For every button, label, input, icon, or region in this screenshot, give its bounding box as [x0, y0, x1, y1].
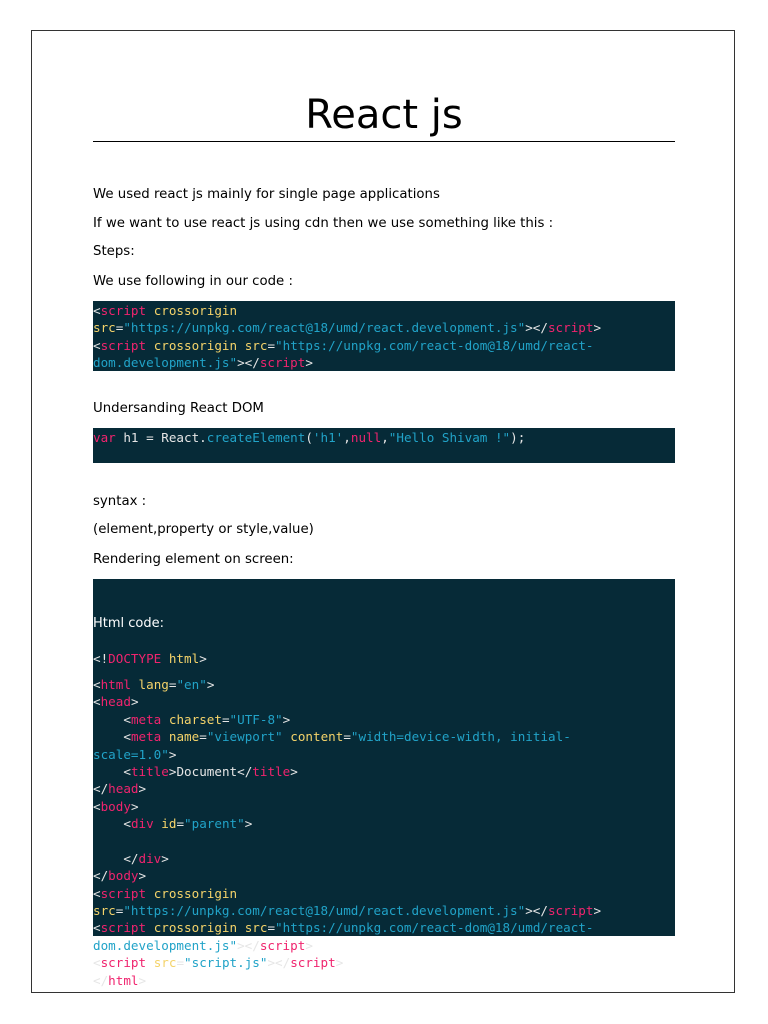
code-token: crossorigin — [153, 920, 238, 936]
code-token: scale=1.0" — [93, 746, 169, 762]
code-token: < — [93, 677, 101, 692]
code-token: > — [290, 763, 298, 779]
code-token: html — [108, 972, 139, 988]
code-token: "width=device-width, initial- — [350, 729, 571, 745]
code-line — [93, 667, 675, 676]
code-token: = — [176, 955, 185, 971]
paragraph-steps: Steps: — [93, 244, 135, 259]
code-token: < — [123, 763, 131, 779]
code-token — [237, 338, 245, 353]
code-token: , — [343, 430, 351, 445]
code-token: div — [138, 850, 162, 866]
code-token — [93, 729, 123, 744]
code-token: ( — [305, 430, 313, 445]
code-token — [93, 851, 123, 866]
code-token — [161, 651, 169, 666]
code-token: "Hello Shivam !" — [388, 430, 511, 445]
code-token: crossorigin — [153, 885, 238, 901]
code-token: script — [547, 903, 594, 919]
code-token: title — [252, 763, 291, 779]
code-token: > — [130, 694, 139, 710]
code-token — [146, 955, 154, 970]
code-token — [146, 886, 154, 901]
code-token: head — [100, 694, 131, 710]
code-token: </ — [237, 763, 253, 779]
code-line — [93, 711, 675, 728]
code-line — [93, 693, 675, 710]
code-line — [93, 902, 675, 919]
code-token: "script.js" — [184, 955, 268, 971]
code-token: script — [100, 337, 147, 353]
code-token: > — [161, 850, 169, 866]
code-line — [93, 302, 675, 319]
code-token: ></ — [267, 955, 291, 971]
code-token: src — [153, 955, 177, 971]
code-token: src — [93, 320, 116, 336]
code-token: = — [267, 337, 276, 353]
code-token: > — [244, 816, 253, 832]
code-token: > — [206, 677, 215, 692]
paragraph-react-dom: Undersanding React DOM — [93, 401, 264, 416]
code-block-cdn — [93, 301, 675, 371]
code-token: < — [93, 337, 101, 353]
code-token — [237, 920, 245, 935]
code-block-label: Html code: — [93, 615, 165, 631]
code-token: name — [168, 729, 200, 745]
code-line — [93, 867, 675, 884]
code-token: > — [138, 868, 147, 884]
code-token: script — [259, 355, 306, 371]
code-token: content — [290, 729, 344, 745]
code-token: createElement — [206, 430, 306, 445]
code-token: , — [381, 430, 389, 445]
code-token: > — [130, 798, 139, 814]
code-token: "https://unpkg.com/react@18/umd/react.development.js" — [123, 903, 526, 919]
code-line — [93, 746, 675, 763]
code-token: id — [161, 816, 177, 832]
code-line — [93, 728, 675, 745]
code-token: ></ — [237, 355, 260, 371]
code-token: html — [168, 650, 200, 666]
code-token: < — [123, 816, 131, 832]
code-token: > — [138, 972, 147, 988]
code-token: </ — [93, 868, 109, 884]
code-token: crossorigin — [153, 337, 238, 353]
code-token: "UTF-8" — [229, 711, 283, 727]
paragraph-syntax: syntax : — [93, 494, 147, 509]
code-token — [146, 303, 154, 318]
code-token: "https://unpkg.com/react-dom@18/umd/react- — [275, 337, 594, 353]
code-token: = — [343, 729, 351, 745]
code-token: > — [168, 763, 177, 779]
code-token: src — [93, 903, 116, 919]
code-token: body — [108, 868, 139, 884]
code-token: </ — [123, 850, 139, 866]
code-token: script — [547, 320, 594, 336]
code-token: > — [305, 355, 313, 371]
code-line — [93, 798, 675, 815]
code-line — [93, 650, 675, 667]
code-token: ></ — [525, 320, 548, 336]
code-token: src — [244, 920, 268, 936]
code-token: > — [593, 320, 602, 336]
code-block-html — [93, 579, 675, 988]
code-token: > — [138, 781, 147, 797]
code-line — [93, 319, 675, 336]
code-token: script — [290, 955, 336, 971]
code-line — [93, 954, 675, 971]
code-token: < — [93, 955, 101, 971]
code-token: <! — [93, 650, 109, 666]
code-line — [93, 429, 675, 446]
code-token: = — [115, 903, 124, 919]
code-token: < — [93, 798, 101, 814]
code-token: title — [130, 763, 169, 779]
code-line — [93, 885, 675, 902]
code-token: = — [115, 320, 124, 336]
code-token — [93, 816, 123, 831]
code-line — [93, 833, 675, 850]
code-token: src — [244, 337, 268, 353]
paragraph-syntax-args: (element,property or style,value) — [93, 522, 314, 537]
code-token: = — [176, 816, 185, 832]
code-token — [146, 338, 154, 353]
code-line — [93, 780, 675, 797]
code-token — [93, 764, 123, 779]
code-token: > — [335, 955, 344, 971]
code-token: < — [93, 303, 101, 318]
code-token: > — [168, 746, 177, 762]
code-token — [161, 729, 169, 744]
code-line — [93, 354, 675, 371]
code-token: "https://unpkg.com/react-dom@18/umd/react- — [275, 920, 594, 936]
code-token: meta — [130, 711, 162, 727]
code-token: meta — [130, 729, 162, 745]
code-token: </ — [93, 781, 109, 797]
code-token: 'h1' — [312, 430, 344, 445]
code-token: ></ — [237, 937, 260, 953]
code-token — [161, 712, 169, 727]
code-token: Document — [176, 763, 238, 779]
code-token: > — [593, 903, 602, 919]
code-token — [146, 920, 154, 935]
code-token: < — [93, 885, 101, 901]
paragraph-code-intro: We use following in our code : — [93, 274, 293, 289]
code-token: ); — [510, 430, 526, 445]
code-block-create-element — [93, 428, 675, 463]
code-token: = — [168, 677, 177, 692]
code-line — [93, 815, 675, 832]
code-line — [93, 676, 675, 693]
code-token: dom.development.js" — [93, 355, 238, 371]
paragraph-cdn: If we want to use react js using cdn then we use something like this : — [93, 216, 554, 231]
code-token: "viewport" — [206, 729, 283, 745]
code-token: script — [100, 920, 147, 936]
code-token: script — [100, 955, 147, 971]
code-token — [131, 677, 139, 692]
code-token: < — [123, 711, 131, 727]
document-title: React js — [305, 92, 463, 138]
code-line — [93, 763, 675, 780]
title-underline — [93, 141, 675, 142]
code-token: div — [130, 816, 154, 832]
code-token: < — [123, 729, 131, 745]
code-token: ></ — [525, 903, 548, 919]
code-token: = — [267, 920, 276, 936]
paragraph-rendering: Rendering element on screen: — [93, 552, 294, 567]
code-token: charset — [168, 711, 222, 727]
code-token: </ — [93, 972, 109, 988]
code-token: var — [93, 430, 116, 445]
code-line — [93, 850, 675, 867]
code-line — [93, 337, 675, 354]
code-token: > — [305, 937, 313, 953]
code-token — [93, 712, 123, 727]
code-token: head — [108, 781, 139, 797]
paragraph-intro: We used react js mainly for single page applications — [93, 187, 440, 202]
code-token: crossorigin — [153, 303, 238, 318]
code-token: null — [350, 430, 382, 445]
code-token: body — [100, 798, 131, 814]
code-line — [93, 937, 675, 954]
code-token: script — [259, 937, 306, 953]
code-token: script — [100, 303, 147, 318]
code-token: > — [282, 711, 291, 727]
code-token: > — [199, 650, 207, 666]
code-token: lang — [138, 677, 169, 692]
code-line — [93, 919, 675, 936]
code-token: script — [100, 885, 147, 901]
code-token — [93, 834, 101, 849]
code-token: "en" — [176, 677, 207, 692]
code-token: < — [93, 920, 101, 936]
code-token: html — [100, 677, 131, 692]
code-line — [93, 972, 675, 989]
code-token: "https://unpkg.com/react@18/umd/react.development.js" — [123, 320, 526, 336]
code-token: h1 = React. — [115, 430, 207, 445]
code-token: = — [199, 729, 207, 745]
code-token: DOCTYPE — [108, 650, 162, 666]
code-token: dom.development.js" — [93, 937, 238, 953]
code-token: "parent" — [184, 816, 245, 832]
code-token: = — [221, 711, 230, 727]
code-token: < — [93, 694, 101, 710]
